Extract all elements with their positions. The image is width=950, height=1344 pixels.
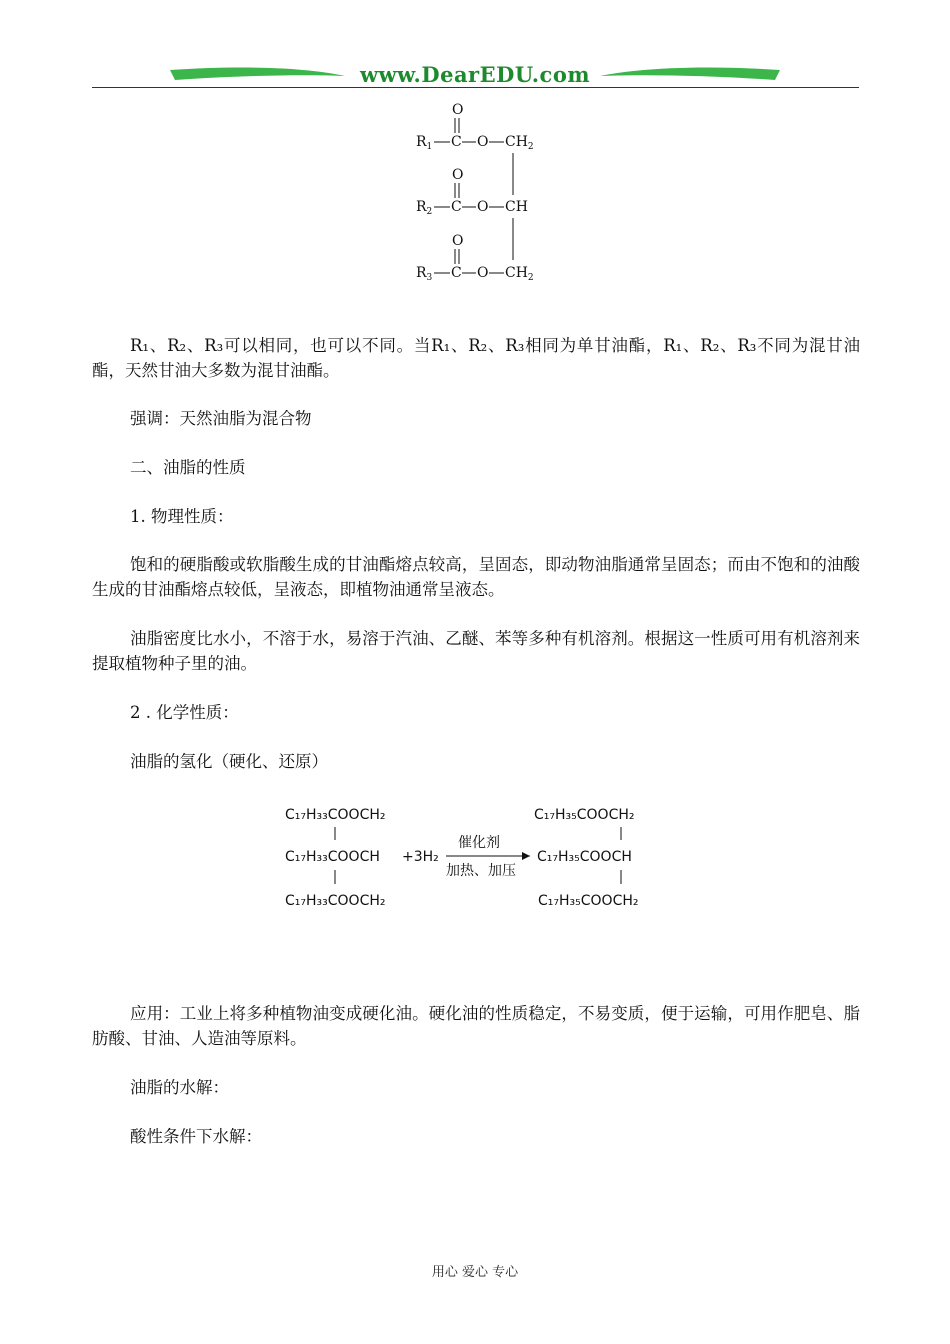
catalyst-label: 催化剂 [458,835,500,851]
ch-middle: CH [505,199,528,215]
r3-label: $R_3$ [416,265,433,283]
product-line-1: C₁₇H₃₅COOCH₂ [534,807,635,823]
paragraph-application: 应用：工业上将多种植物油变成硬化油。硬化油的性质稳定，不易变质，便于运输，可用作肥皂、脂肪酸、甘油、人造油等原料。 [92,1004,860,1048]
carbon-1: C [451,134,462,150]
subheading-hydrolysis: 油脂的水解： [130,1078,229,1097]
subheading-physical: 1. 物理性质： [130,507,234,526]
paragraph-glyceride-types: R₁、R₂、R₃可以相同，也可以不同。当R₁、R₂、R₃相同为单甘油酯，R₁、R₂、R₃不同为混甘油酯，天然甘油大多数为混甘油酯。 [92,336,860,380]
product-line-3: C₁₇H₃₅COOCH₂ [538,893,639,909]
glyceride-structure-diagram [400,98,560,288]
carbon-3: C [451,265,462,281]
ether-o-1: O [477,134,489,150]
subheading-acidic-hydrolysis: 酸性条件下水解： [130,1127,262,1146]
ch2-top: $CH_2$ [505,134,534,152]
site-logo[interactable]: www.DearEDU.com [359,62,591,87]
paragraph-emphasis: 强调：天然油脂为混合物 [130,409,312,428]
product-line-2: C₁₇H₃₅COOCH [537,849,632,865]
reactant-line-3: C₁₇H₃₃COOCH₂ [285,893,386,909]
hydrogenation-reaction-diagram [280,800,660,915]
reactant-line-2: C₁₇H₃₃COOCH [285,849,380,865]
paragraph-density: 油脂密度比水小，不溶于水，易溶于汽油、乙醚、苯等多种有机溶剂。根据这一性质可用有机溶剂来提取植物种子里的油。 [92,629,860,673]
paragraph-melting-point: 饱和的硬脂酸或软脂酸生成的甘油酯熔点较高，呈固态，即动物油脂通常呈固态；而由不饱和的油酸生成的甘油酯熔点较低，呈液态，即植物油通常呈液态。 [92,555,860,599]
header-rule [92,87,859,88]
carbonyl-o-2: O [452,167,464,183]
reactant-line-1: C₁₇H₃₃COOCH₂ [285,807,386,823]
paragraph-hydrogenation: 油脂的氢化（硬化、还原） [130,752,328,771]
subheading-chemical: 2 . 化学性质： [130,703,239,722]
carbon-2: C [451,199,462,215]
r2-label: $R_2$ [416,199,433,217]
page-footer: 用心 爱心 专心 [431,1265,519,1280]
reagent-h2: +3H₂ [402,849,439,865]
ch2-bottom: $CH_2$ [505,265,534,283]
r1-label: $R_1$ [416,134,433,152]
conditions-label: 加热、加压 [446,863,516,879]
section-heading-properties: 二、油脂的性质 [130,458,246,477]
ether-o-2: O [477,199,489,215]
carbonyl-o-3: O [452,233,464,249]
carbonyl-o-1: O [452,102,464,118]
ether-o-3: O [477,265,489,281]
